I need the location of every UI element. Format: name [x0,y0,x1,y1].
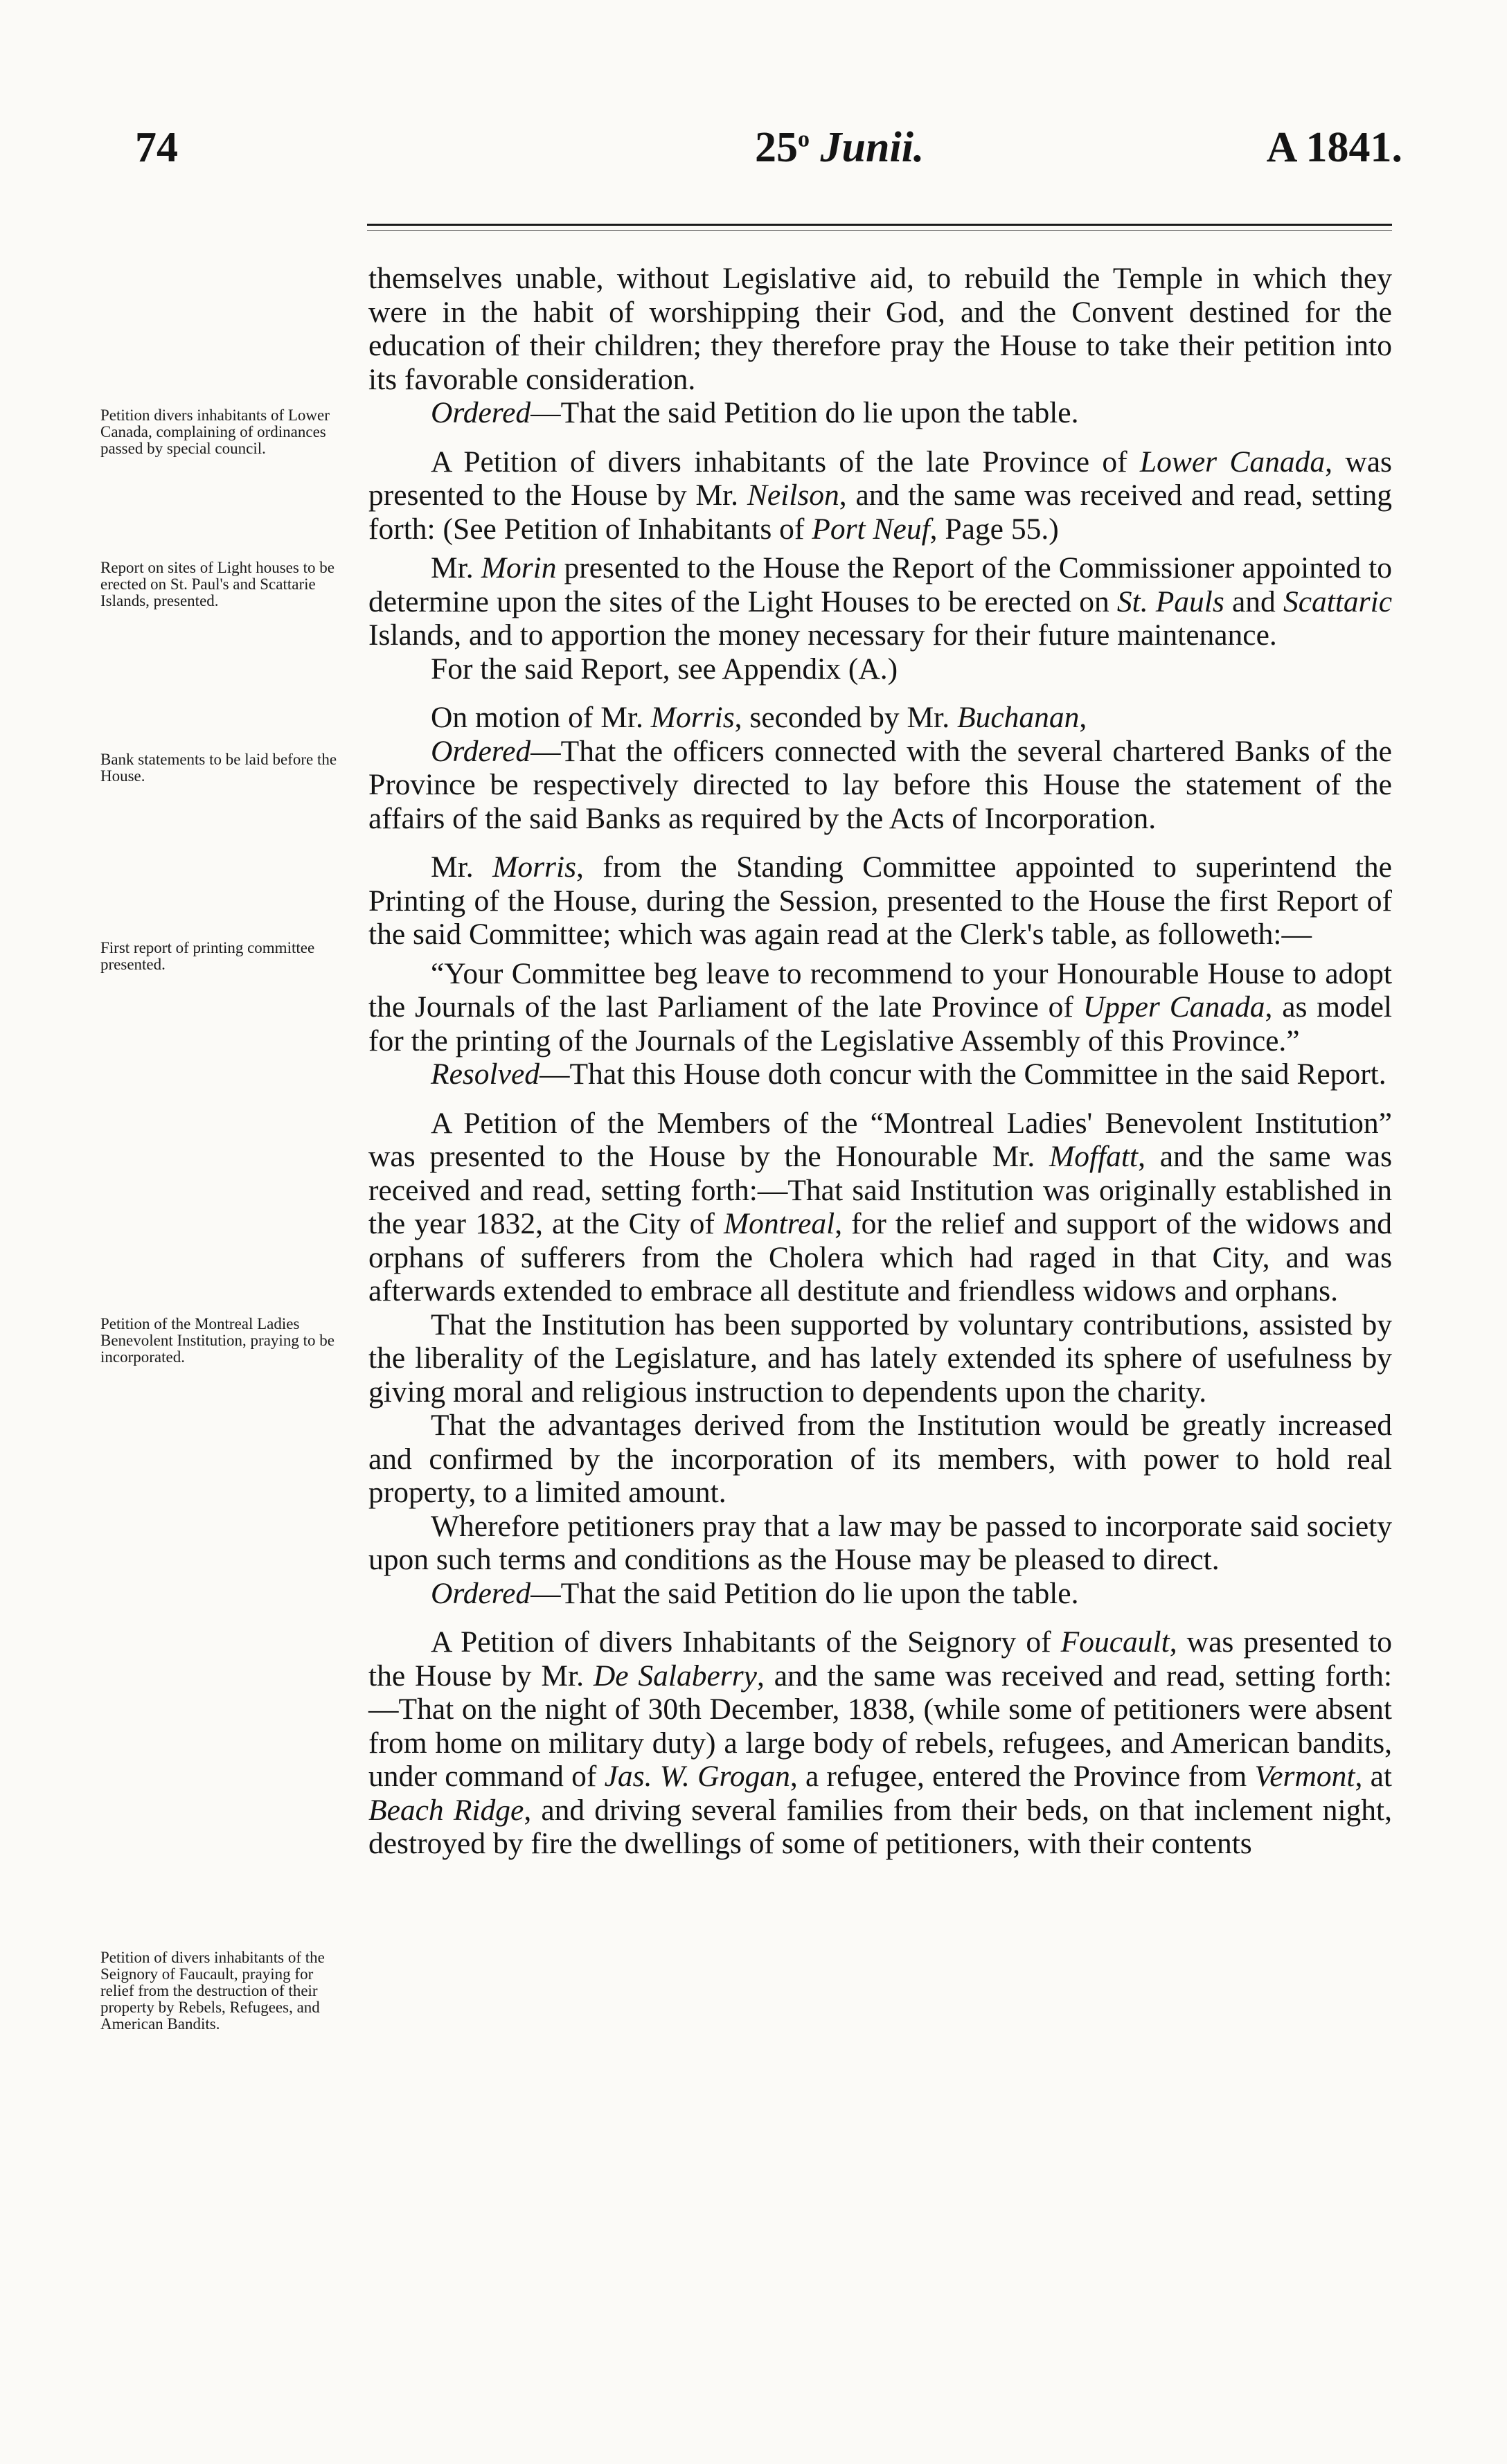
paragraph-ordered-1: Ordered—That the said Petition do lie upon the table. [431,396,1079,429]
date-day: 25 [755,124,798,171]
paragraph-wherefore: Wherefore petitioners pray that a law may be passed to incorporate said society upon such terms and conditions as the House may be pleased to direct. [368,1509,1392,1576]
paragraph-ordered-banks: Ordered—That the officers connected with the several chartered Banks of the Province be respectively directed to lay before this House the statement of the affairs of the said Banks as required by the Acts of Incorporation. [368,734,1392,835]
paragraph-ladies-petition: A Petition of the Members of the “Montreal Ladies' Benevolent Institution” was presented to the House by the Honourable Mr. Moffatt, and the same was received and read, setting forth:—That said Institution was originally established in the year 1832, at the City of Montreal, for the relief and support of the widows and orphans of sufferers from the Cholera which had raged in that City, and was afterwards extended to embrace all destitute and friendless widows and orphans. [368,1106,1393,1307]
ordered-label: Ordered [431,396,531,429]
header-rule-thin [367,230,1392,231]
date-month: Junii. [820,124,925,171]
margin-note-faucault-petition: Petition of divers inhabitants of the Seignory of Faucault, praying for relief from the destruction of their property by Rebels, Refugees, and American Bandits. [100,1949,325,2033]
journal-body [368,262,1392,1861]
paragraph-committee-quote: “Your Committee beg leave to recommend to your Honourable House to adopt the Journals of the last Parliament of the late Province of Upper Canada, as model for the printing of the Journals of the Legislative Assembly of this Province.” [368,956,1393,1057]
paragraph-morin-report: Mr. Morin presented to the House the Report of the Commissioner appointed to determine upon the sites of the Light Houses to be erected on St. Pauls and Scattaric Islands, and to apportion the money necessary for their future maintenance. [368,551,1393,652]
journal-date [755,123,924,172]
paragraph-ordered-2: Ordered—That the said Petition do lie upon the table. [431,1576,1079,1610]
paragraph-printing-committee: Mr. Morris, from the Standing Committee appointed to superintend the Printing of the House, during the Session, presented to the House the first Report of the said Committee; which was again read at the Clerk's table, as followeth:— [368,850,1392,951]
paragraph-motion-morris: On motion of Mr. Morris, seconded by Mr. Buchanan, [431,701,1087,734]
margin-note-lower-canada-petition: Petition divers inhabitants of Lower Canada, complaining of ordinances passed by special council. [100,407,330,457]
margin-note-light-houses-report: Report on sites of Light houses to be erected on St. Paul's and Scattarie Islands, presented. [100,559,335,609]
paragraph-voluntary-contributions: That the Institution has been supported by voluntary contributions, assisted by the liberality of the Legislature, and has lately extended its sphere of usefulness by giving moral and religious instruction to dependents upon the charity. [368,1307,1392,1409]
paragraph-resolved: Resolved—That this House doth concur with the Committee in the said Report. [431,1057,1386,1091]
date-degree: o [798,126,810,152]
paragraph-foucault-petition: A Petition of divers Inhabitants of the Seignory of Foucault, was presented to the House by Mr. De Salaberry, and the same was received and read, setting forth:—That on the night of 30th December, 1838, (while some of petitioners were absent from home on military duty) a large body of rebels, refugees, and American bandits, under command of Jas. W. Grogan, a refugee, entered the Province from Vermont, at Beach Ridge, and driving several families from their beds, on that inclement night, destroyed by fire the dwellings of some of petitioners, with their contents [368,1625,1393,1860]
header-rule [367,224,1392,226]
paragraph-appendix-reference: For the said Report, see Appendix (A.) [431,652,898,686]
page-number: 74 [135,124,178,171]
paragraph-advantages: That the advantages derived from the Institution would be greatly increased and confirmed by the incorporation of its members, with power to hold real property, to a limited amount. [368,1409,1392,1509]
paragraph-temple-petition: themselves unable, without Legislative aid, to rebuild the Temple in which they were in the habit of worshipping their God, and the Convent destined for the education of their children; they therefore pray the House to take their petition into its favorable consideration. [368,262,1392,396]
paragraph-lower-canada-petition: A Petition of divers inhabitants of the late Province of Lower Canada, was presented to the House by Mr. Neilson, and the same was received and read, setting forth: (See Petition of Inhabitants of Port Neuf, Page 55.) [368,445,1392,546]
margin-note-bank-statements: Bank statements to be laid before the House. [100,751,337,785]
margin-note-printing-committee: First report of printing committee presented. [100,939,315,973]
journal-year: A 1841. [1266,124,1402,171]
margin-note-ladies-institution: Petition of the Montreal Ladies Benevolent Institution, praying to be incorporated. [100,1315,335,1366]
page-header [135,123,1402,186]
